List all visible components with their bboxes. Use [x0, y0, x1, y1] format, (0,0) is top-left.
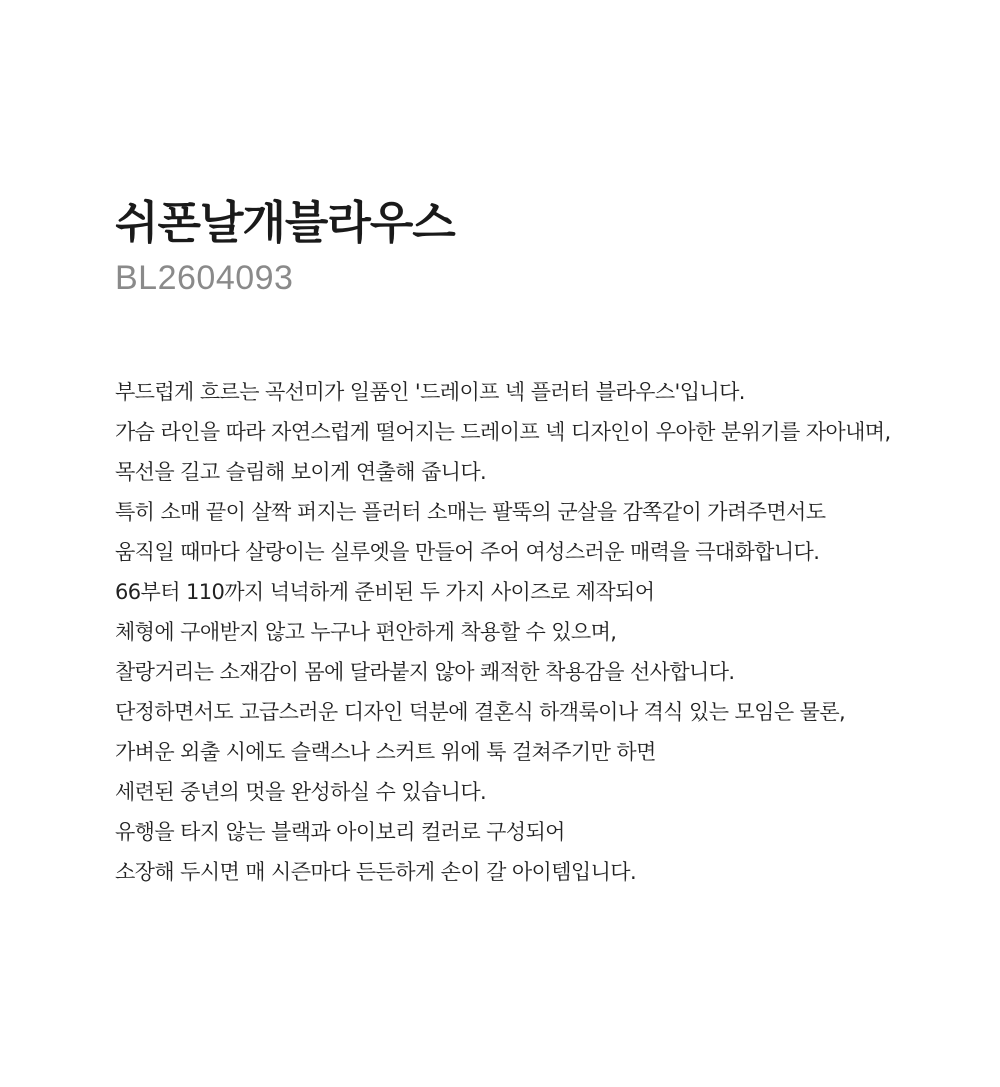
- description-line: 가슴 라인을 따라 자연스럽게 떨어지는 드레이프 넥 디자인이 우아한 분위기를 자아내며,: [115, 420, 891, 444]
- description-line: 가벼운 외출 시에도 슬랙스나 스커트 위에 툭 걸쳐주기만 하면: [115, 740, 656, 764]
- description-line: 부드럽게 흐르는 곡선미가 일품인 '드레이프 넥 플러터 블라우스'입니다.: [115, 380, 745, 404]
- description-line: 특히 소매 끝이 살짝 퍼지는 플러터 소매는 팔뚝의 군살을 감쪽같이 가려주면서도: [115, 500, 826, 524]
- description-line: 66부터 110까지 넉넉하게 준비된 두 가지 사이즈로 제작되어: [115, 580, 655, 604]
- description-line: 목선을 길고 슬림해 보이게 연출해 줍니다.: [115, 460, 487, 484]
- product-header: [115, 190, 455, 298]
- description-line: 체형에 구애받지 않고 누구나 편안하게 착용할 수 있으며,: [115, 620, 617, 644]
- product-description: [115, 372, 995, 892]
- description-line: 단정하면서도 고급스러운 디자인 덕분에 결혼식 하객룩이나 격식 있는 모임은 물론,: [115, 700, 846, 724]
- description-line: 찰랑거리는 소재감이 몸에 달라붙지 않아 쾌적한 착용감을 선사합니다.: [115, 660, 735, 684]
- product-code: BL2604093: [115, 259, 294, 297]
- description-line: 세련된 중년의 멋을 완성하실 수 있습니다.: [115, 780, 487, 804]
- description-line: 유행을 타지 않는 블랙과 아이보리 컬러로 구성되어: [115, 820, 565, 844]
- description-line: 소장해 두시면 매 시즌마다 든든하게 손이 갈 아이템입니다.: [115, 860, 637, 884]
- product-title: 쉬폰날개블라우스: [115, 196, 455, 249]
- description-line: 움직일 때마다 살랑이는 실루엣을 만들어 주어 여성스러운 매력을 극대화합니다.: [115, 540, 820, 564]
